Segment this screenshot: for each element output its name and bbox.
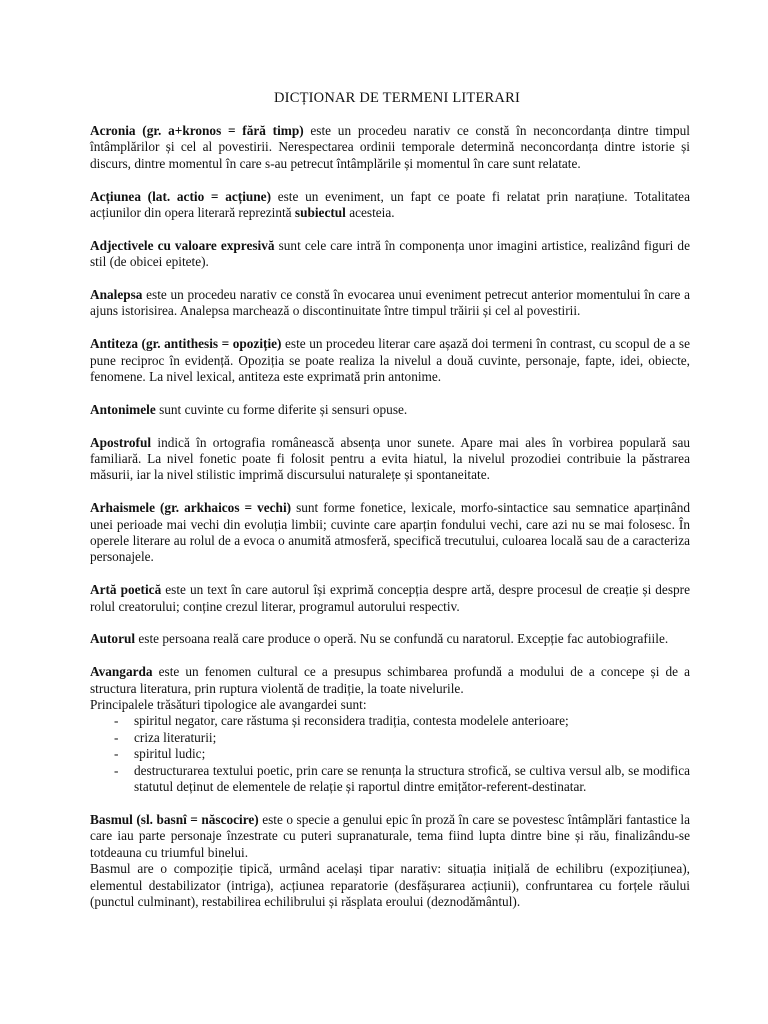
list-item: - spiritul ludic;: [90, 746, 690, 762]
list-item: - criza literaturii;: [90, 730, 690, 746]
entry-term: Artă poetică: [90, 582, 162, 598]
entry-text: este un procedeu literar care așază doi termeni în contrast, cu scopul de a se pune reciproc în evidență. Opoziția se poate realiza la nivelul a două cuvinte, personaje, fapte, idei, obiecte, fenomene. La nivel lexical, antiteza este exprimată prin antonime.: [90, 336, 690, 385]
entry-text-end: acesteia.: [345, 205, 395, 221]
entry-text: este o specie a genului epic în proză în care se povestesc întâmplări fantastice la care iau parte personaje înzestrate cu puteri supranaturale, tema fiind lupta dintre bine și rău, finalizându-se totdeauna cu triumful binelui.: [90, 811, 690, 860]
entry-term: Adjectivele cu valoare expresivă: [90, 237, 275, 253]
entry-paragraph: [90, 812, 690, 861]
list-item: - destructurarea textului poetic, prin care se renunța la structura strofică, se cultiva versul alb, se modifica statutul deținut de elementele de relație și raportul dintre emițător-referent-destinatar.: [90, 763, 690, 796]
entry-apostroful: [90, 435, 690, 484]
list-item: - spiritul negator, care răstuma și reconsidera tradiția, contesta modelele anterioare;: [90, 713, 690, 729]
entry-analepsa: [90, 287, 690, 320]
entry-basmul: [90, 812, 690, 910]
entry-paragraph-2: Basmul are o compoziție tipică, urmând același tipar narativ: situația inițială de echilibru (expozițiunea), elementul destabilizator (intriga), acțiunea reparatorie (desfășurarea acțiunii), confruntarea cu forțele răului (punctul culminant), restabilirea echilibrului și răsplata eroului (deznodământul).: [90, 861, 690, 909]
entry-list-intro: Principalele trăsături tipologice ale avangardei sunt:: [90, 697, 367, 713]
entry-antiteza: [90, 336, 690, 385]
entry-text: este un eveniment, un fapt ce poate fi relatat prin narațiune. Totalitatea acțiunilor din opera literară reprezintă: [90, 188, 690, 221]
entry-term: Acronia (gr. a+kronos = fără timp): [90, 123, 304, 138]
entry-acronia: [90, 123, 690, 172]
entry-term: Arhaismele (gr. arkhaicos = vechi): [90, 500, 292, 516]
entry-term: Acțiunea (lat. actio = acțiune): [90, 188, 272, 204]
entry-emphasis: subiectul: [294, 205, 346, 221]
entry-term: Antonimele: [90, 401, 156, 417]
entry-term: Antiteza (gr. antithesis = opoziție): [90, 336, 282, 352]
entry-term: Autorul: [90, 631, 136, 647]
entry-term: Avangarda: [90, 664, 153, 680]
entry-antonimele: [90, 402, 690, 418]
entry-text: sunt cele care intră în componența unor imagini artistice, realizând figuri de stil (de obicei epitete).: [90, 237, 690, 270]
entry-text: este un fenomen cultural ce a presupus schimbarea profundă a modului de a concepe și de a structura literatura, prin ruptura violentă de tradiție, la toate nivelurile.: [90, 664, 690, 696]
entry-text: este un procedeu narativ ce constă în evocarea unui eveniment petrecut anterior momentului în care a ajuns istorisirea. Analepsa marchează o discontinuitate între timpul trăirii și cel al povestirii.: [90, 287, 690, 319]
entry-arhaismele: [90, 500, 690, 566]
entry-text: este un procedeu narativ ce constă în neconcordanța dintre timpul întâmplărilor și cel al povestirii. Nerespectarea ordinii temporale determină neconcordanța dintre istorie și discurs, dintre momentul în care s-au petrecut întâmplările și momentul în care sunt relatate.: [90, 123, 690, 171]
entry-term: Basmul (sl. basnî = născocire): [90, 811, 259, 827]
entry-term: Analepsa: [90, 287, 143, 303]
entry-text: indică în ortografia românească absența unor sunete. Apare mai ales în vorbirea populară sau familiară. La nivel fonetic poate fi folosit pentru a evita hiatul, la nivelul prozodiei contribuie la păstrarea măsurii, iar la nivel stilistic imprimă discursului naturalețe și spontaneitate.: [90, 434, 690, 483]
entry-autorul: [90, 631, 690, 647]
entry-arta-poetica: [90, 582, 690, 615]
entry-adjectivele: [90, 238, 690, 271]
entry-actiunea: [90, 189, 690, 222]
avangarda-trait-list: [90, 713, 690, 795]
entry-text: este persoana reală care produce o operă. Nu se confundă cu naratorul. Excepție fac autobiografiile.: [135, 631, 669, 647]
entry-text: sunt cuvinte cu forme diferite și sensuri opuse.: [155, 401, 408, 417]
entry-paragraph: [90, 664, 690, 697]
entry-term: Apostroful: [90, 434, 152, 450]
entry-text: sunt forme fonetice, lexicale, morfo-sintactice sau semnatice aparținând unei perioade mai vechi din evoluția limbii; cuvinte care aparțin fondului vechi, care azi nu se mai folosesc. În operele literare au rolul de a evoca o anumită atmosferă, specifică trecutului, culoarea locală sau de a caracteriza personajele.: [90, 500, 691, 565]
entry-text: este un text în care autorul își exprimă concepția despre artă, despre procesul de creație și despre rolul creatorului; conține crezul literar, programul autorului respectiv.: [90, 582, 690, 614]
entry-avangarda: [90, 664, 690, 795]
document-title: DICȚIONAR DE TERMENI LITERARI: [274, 90, 520, 106]
